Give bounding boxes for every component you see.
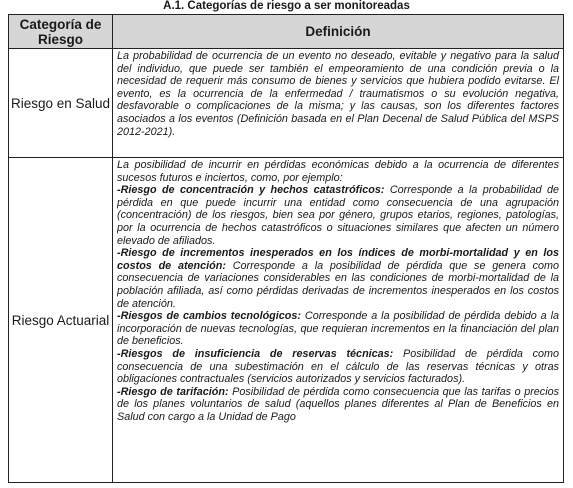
item-text: Corresponde a la posibilidad de pérdida debido a la incorporación de nuevas tecnologías, que requieran incrementos en la financiación del plan de beneficios. xyxy=(117,310,559,348)
item-text: Posibilidad de pérdida como consecuencia de una subestimación en el cálculo de las reservas técnicas y otras obligaciones contractuales (servicios autorizados y servicios facturados). xyxy=(117,347,559,386)
definition-text: La probabilidad de ocurrencia de un evento no deseado, evitable y negativo para la salud del individuo, que puede ser también el empeoramiento de una condición previa o la necesidad de requerir más consumo de bienes y servicios que hubiera podido evitarse. El evento, es la ocurrencia de la enfermedad / traumatismos o su evolución negativa, desfavorable o complicaciones de la misma; y las causas, son los diferentes factores asociados a los eventos (Definición basada en el Plan Decenal de Salud Pública del MSPS 2012-2021). xyxy=(117,50,559,138)
item-text: Corresponde a la probabilidad de pérdida en que puede incurrir una entidad como consecuencia de una agrupación (concentración) de los riesgos, bien sea por género, grupos etarios, regiones, patologías, por la ocurrencia de hechos catastróficos o situaciones similares que afecten un número elevado de afiliados. xyxy=(117,184,559,247)
item-term: -Riesgo de tarifación: xyxy=(117,385,229,398)
risk-categories-table xyxy=(8,14,564,483)
item-term: -Riesgo de concentración y hechos catastróficos: xyxy=(117,184,385,197)
header-category: Categoría de Riesgo xyxy=(9,15,113,49)
row-definition-riesgo-actuarial xyxy=(113,158,564,483)
item-text: Corresponde a la posibilidad de pérdida que se genera como consecuencia de variaciones considerables en las condiciones de morbi-mortalidad de la población afiliada, así como pérdidas derivadas de incrementos inesperados en los costos de atención. xyxy=(117,259,559,310)
item-term: -Riesgos de cambios tecnológicos: xyxy=(117,310,301,323)
table-row xyxy=(9,158,564,483)
row-definition-riesgo-salud xyxy=(113,49,564,158)
item-text: Posibilidad de pérdida como consecuencia que las tarifas o precios de los planes voluntarios de salud (aquellos planes diferentes al Plan de Beneficios en Salud con cargo a la Unidad de Pago xyxy=(117,385,559,423)
definition-item xyxy=(117,386,559,424)
definition-item xyxy=(117,310,559,348)
definition-intro: La posibilidad de incurrir en pérdidas económicas debido a la ocurrencia de diferentes sucesos futuros e inciertos, como, por ejemplo: xyxy=(117,159,559,184)
definition-clip xyxy=(117,159,559,481)
header-definition: Definición xyxy=(113,15,564,49)
definition-item xyxy=(117,348,559,386)
item-term: -Riesgo de incrementos inesperados en los índices de morbi-mortalidad y en los costos de atención: xyxy=(117,247,559,272)
row-category-riesgo-salud: Riesgo en Salud xyxy=(9,49,113,158)
definition-item xyxy=(117,247,559,310)
table-title: A.1. Categorías de riesgo a ser monitoreadas xyxy=(163,0,410,12)
row-category-riesgo-actuarial: Riesgo Actuarial xyxy=(9,158,113,483)
item-term: -Riesgos de insuficiencia de reservas técnicas: xyxy=(117,347,394,360)
definition-item xyxy=(117,184,559,247)
table-row xyxy=(9,49,564,158)
table-header-row xyxy=(9,15,564,49)
